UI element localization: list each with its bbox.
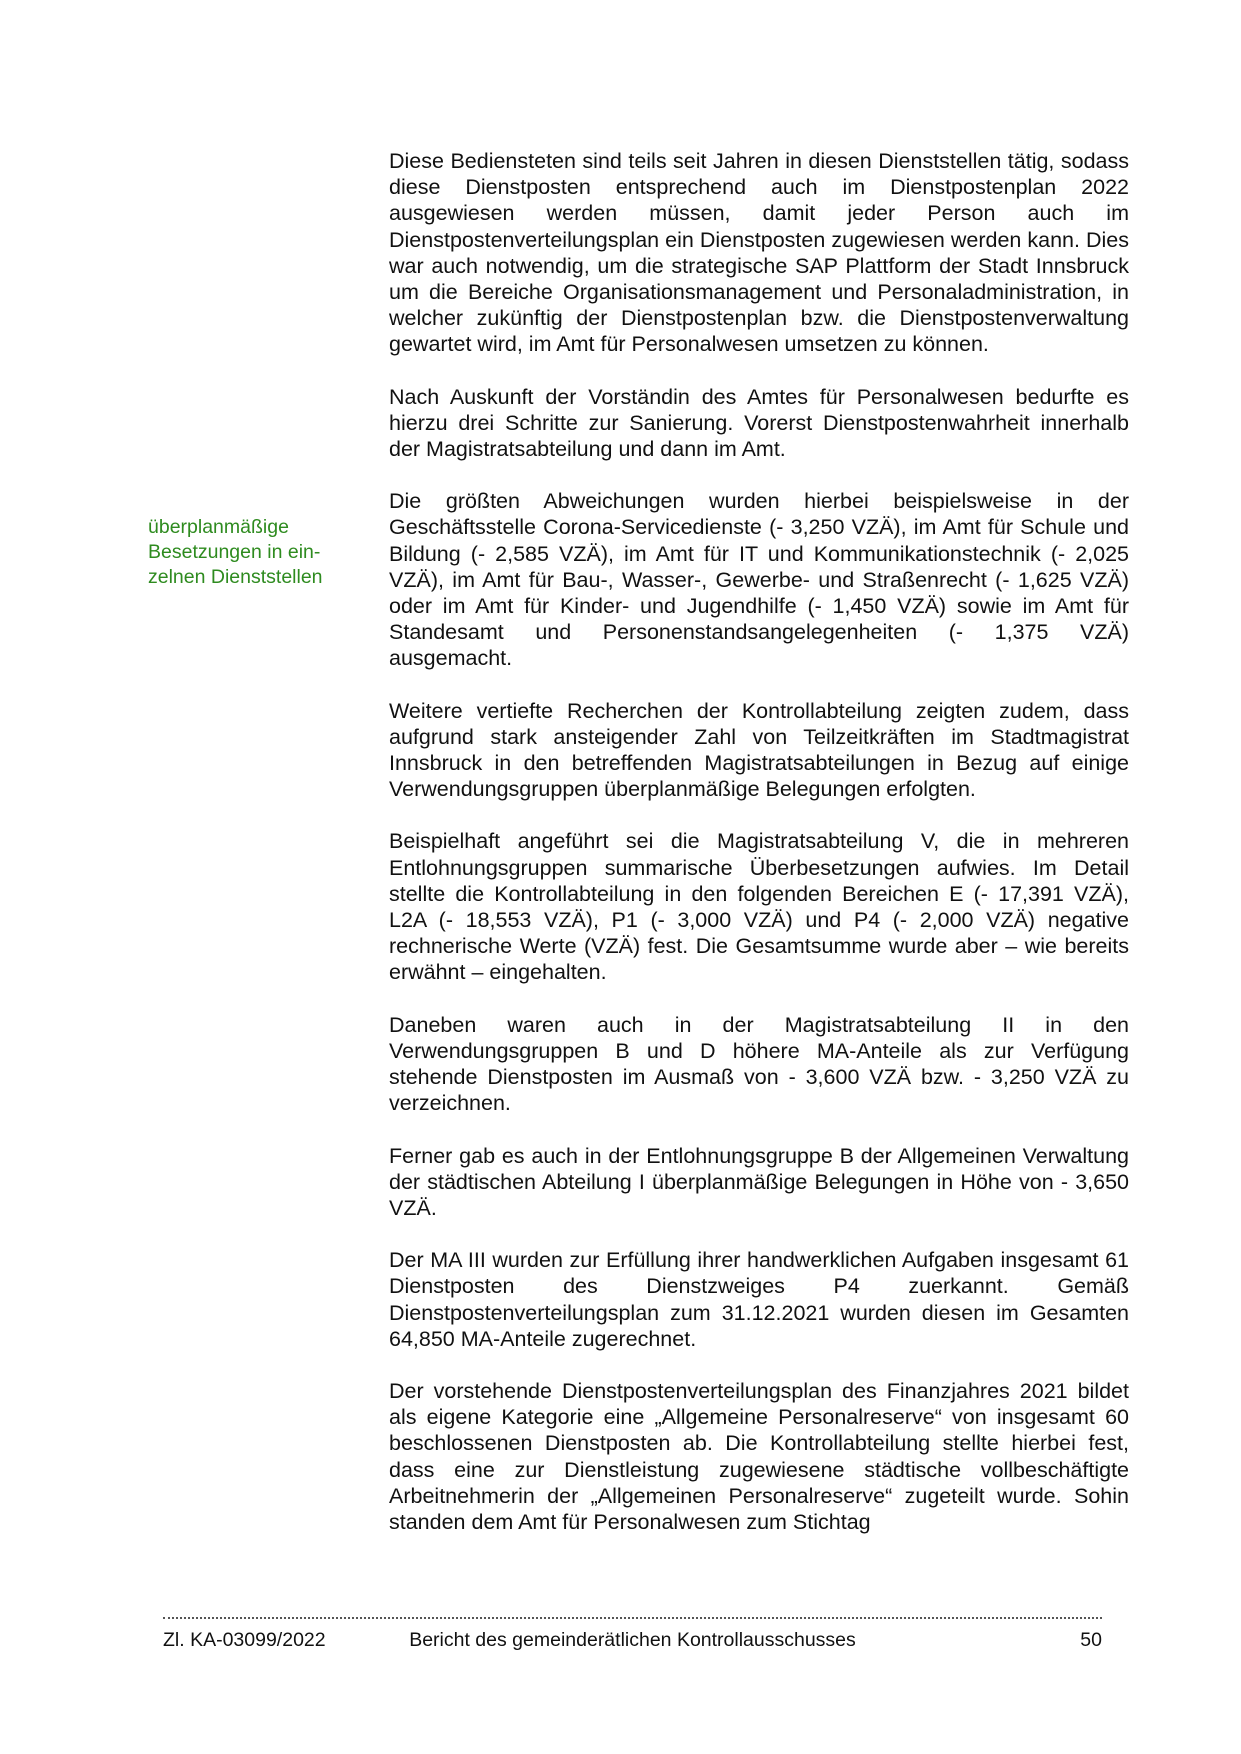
paragraph-9: Der vorstehende Dienstpostenverteilungsplan des Finanzjahres 2021 bildet als eigene Kategorie eine „Allgemeine Personalreserve“ von insgesamt 60 beschlossenen Dienstposten ab. Die Kontrollabteilung stellte hierbei fest, dass eine zur Dienstleistung zugewiesene städtische vollbeschäftigte Arbeitnehmerin der „Allgemeinen Personalreserve“ zugeteilt wurde. Sohin standen dem Amt für Personalwesen zum Stichtag	[389, 1378, 1129, 1534]
footer-divider	[163, 1617, 1102, 1619]
paragraph-8: Der MA III wurden zur Erfüllung ihrer handwerklichen Aufgaben insgesamt 61 Dienstposten des Dienstzweiges P4 zuerkannt. Gemäß Dienstpostenverteilungsplan zum 31.12.2021 wurden diesen im Gesamten 64,850 MA-Anteile zugerechnet.	[389, 1248, 1129, 1351]
footer-reference: Zl. KA-03099/2022	[163, 1629, 326, 1651]
paragraph-6: Daneben waren auch in der Magistratsabteilung II in den Verwendungsgruppen B und D höhere MA-Anteile als zur Verfügung stehende Dienstposten im Ausmaß von - 3,600 VZÄ bzw. - 3,250 VZÄ zu verzeichnen.	[389, 1012, 1129, 1116]
paragraph-4: Weitere vertiefte Recherchen der Kontrollabteilung zeigten zudem, dass aufgrund stark ansteigender Zahl von Teilzeitkräften im Stadtmagistrat Innsbruck in den betreffenden Magistratsabteilungen in Bezug auf einige Verwendungsgruppen überplanmäßige Belegungen erfolgten.	[389, 698, 1129, 802]
footer-report-title: Bericht des gemeinderätlichen Kontrollausschusses	[409, 1629, 856, 1651]
paragraph-1: Diese Bediensteten sind teils seit Jahren in diesen Dienststellen tätig, sodass diese Dienstposten entsprechend auch im Dienstpostenplan 2022 ausgewiesen werden müssen, damit jeder Person auch im Dienstpostenverteilungsplan ein Dienstposten zugewiesen werden kann. Dies war auch notwendig, um die strategische SAP Plattform der Stadt Innsbruck um die Bereiche Organisationsmanagement und Personaladministration, in welcher zukünftig der Dienstpostenplan bzw. die Dienstpostenverwaltung gewartet wird, im Amt für Personalwesen umsetzen zu können.	[389, 149, 1129, 357]
paragraph-5: Beispielhaft angeführt sei die Magistratsabteilung V, die in mehreren Entlohnungsgruppen summarische Überbesetzungen aufwies. Im Detail stellte die Kontrollabteilung in den folgenden Bereichen E (- 17,391 VZÄ), L2A (- 18,553 VZÄ), P1 (- 3,000 VZÄ) und P4 (- 2,000 VZÄ) negative rechnerische Werte (VZÄ) fest. Die Gesamtsumme wurde aber – wie bereits erwähnt – eingehalten.	[389, 829, 1129, 985]
body-text	[389, 148, 1129, 1561]
paragraph-7: Ferner gab es auch in der Entlohnungsgruppe B der Allgemeinen Verwaltung der städtischen Abteilung I überplanmäßige Belegungen in Höhe von - 3,650 VZÄ.	[389, 1143, 1129, 1220]
paragraph-3: Die größten Abweichungen wurden hierbei beispielsweise in der Geschäftsstelle Corona-Servicedienste (- 3,250 VZÄ), im Amt für Schule und Bildung (- 2,585 VZÄ), im Amt für IT und Kommunikationstechnik (- 2,025 VZÄ), im Amt für Bau-, Wasser-, Gewerbe- und Straßenrecht (- 1,625 VZÄ) oder im Amt für Kinder- und Jugendhilfe (- 1,450 VZÄ) sowie im Amt für Standesamt und Personenstandsangelegenheiten (- 1,375 VZÄ) ausgemacht.	[389, 489, 1129, 671]
margin-note: überplanmäßige Besetzungen in einzelnen Dienststellen	[148, 516, 323, 588]
footer-page-number: 50	[1080, 1629, 1102, 1651]
paragraph-2: Nach Auskunft der Vorständin des Amtes für Personalwesen bedurfte es hierzu drei Schritte zur Sanierung. Vorerst Dienstpostenwahrheit innerhalb der Magistratsabteilung und dann im Amt.	[389, 384, 1129, 462]
